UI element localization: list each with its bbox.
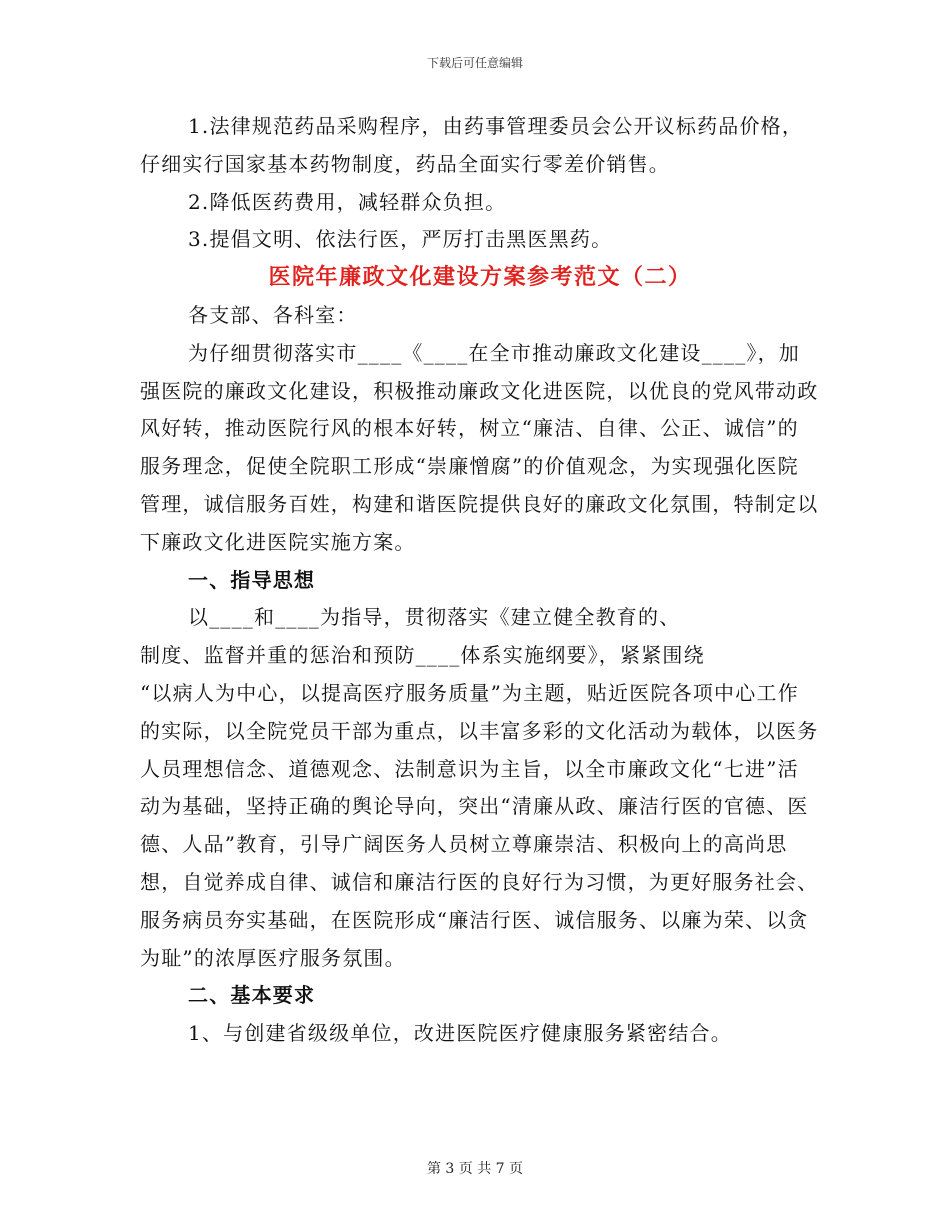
list-item-2: 2.降低医药费用，减轻群众负担。 <box>188 189 507 214</box>
section-1-line-1: 以____和____为指导，贯彻落实《建立健全教育的、 <box>188 605 681 630</box>
section-1-heading: 一、指导思想 <box>188 567 316 592</box>
section-2-heading: 二、基本要求 <box>188 983 316 1008</box>
intro-paragraph: 为仔细贯彻落实市____《____在全市推动廉政文化建设____》，加强医院的廉政文化建设，积极推动廉政文化进医院，以优良的党风带动政风好转，推动医院行风的根本好转，树立“廉洁、自律、公正、诚信”的服务理念，促使全院职工形成“崇廉憎腐”的价值观念，为实现强化医院管理，诚信服务百姓，构建和谐医院提供良好的廉政文化氛围，特制定以下廉政文化进医院实施方案。 <box>140 340 819 554</box>
list-item-3: 3.提倡文明、依法行医，严厉打击黑医黑药。 <box>188 227 613 252</box>
list-item-1: 1.法律规范药品采购程序，由药事管理委员会公开议标药品价格，仔细实行国家基本药物制度，药品全面实行零差价销售。 <box>140 114 804 176</box>
salutation: 各支部、各科室： <box>188 302 358 327</box>
section-1-line-2: 制度、监督并重的惩治和预防____体系实施纲要》，紧紧围绕 <box>140 643 705 668</box>
header-note: 下载后可任意编辑 <box>426 56 523 70</box>
document-title: 医院年廉政文化建设方案参考范文（二） <box>268 264 692 291</box>
section-2-item-1: 1、与创建省级级单位，改进医院医疗健康服务紧密结合。 <box>188 1021 732 1046</box>
document-body <box>140 108 820 1053</box>
section-1-body: “以病人为中心，以提高医疗服务质量”为主题，贴近医院各项中心工作的实际，以全院党员干部为重点，以丰富多彩的文化活动为载体，以医务人员理想信念、道德观念、法制意识为主旨，以全市廉政文化“七进”活动为基础，坚持正确的舆论导向，突出“清廉从政、廉洁行医的官德、医德、人品”教育，引导广阔医务人员树立尊廉崇洁、积极向上的高尚思想，自觉养成自律、诚信和廉洁行医的良好行为习惯，为更好服务社会、服务病员夯实基础，在医院形成“廉洁行医、诚信服务、以廉为荣、以贪为耻”的浓厚医疗服务氛围。 <box>140 680 819 970</box>
page-number: 第 3 页 共 7 页 <box>426 1161 524 1177</box>
